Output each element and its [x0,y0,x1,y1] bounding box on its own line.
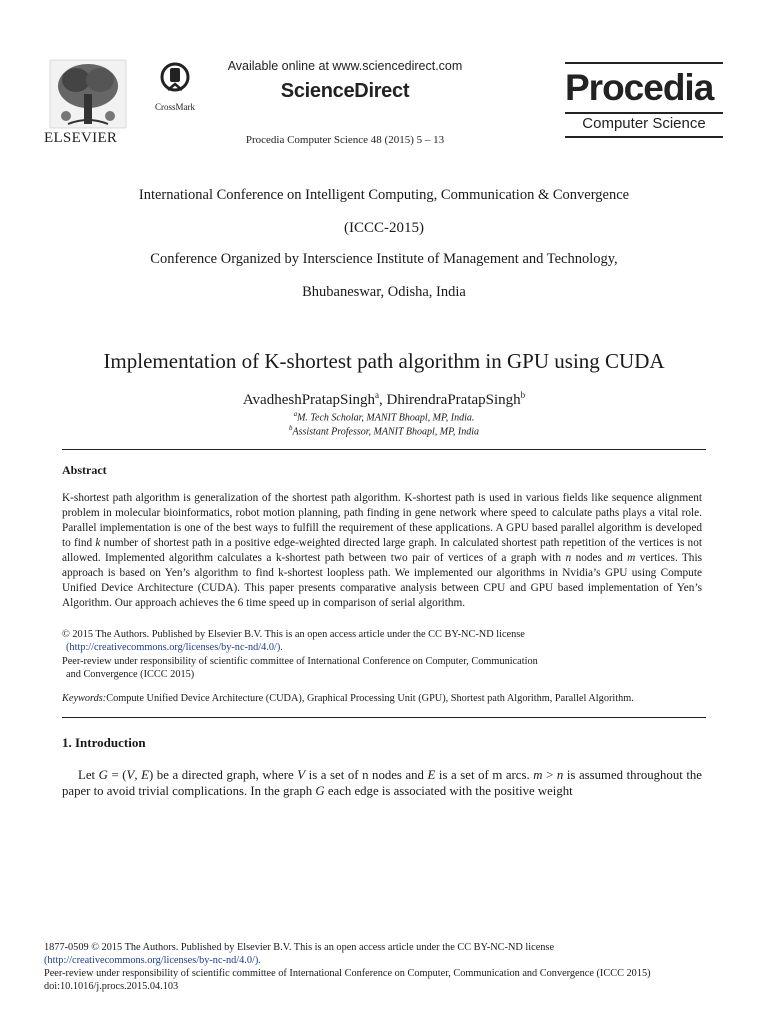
footer-license-link[interactable]: (http://creativecommons.org/licenses/by-nc-nd/4.0/). [44,955,261,966]
conference-location: Bhubaneswar, Odisha, India [302,284,466,300]
affiliation-a [0,410,768,423]
affiliation-b [0,424,768,437]
introduction-paragraph [62,767,702,799]
procedia-title: Procedia [565,67,714,108]
intro-text: each edge is associated with the positive weight [324,784,573,798]
abstract-bottom-rule [62,717,706,718]
license-text: © 2015 The Authors. Published by Elsevier B.V. This is an open access article under the CC BY-NC-ND license [62,629,525,640]
publisher-wordmark: ELSEVIER [44,130,118,146]
author-b-mark: b [520,390,526,400]
intro-var: V [297,768,306,782]
intro-text: = ( [107,768,127,782]
intro-var: E [427,768,436,782]
abstract-license [62,628,702,654]
abstract-top-rule [62,449,706,450]
author-b: DhirendraPratapSingh [386,392,521,408]
author-a-mark: a [375,390,380,400]
abstract-text-4: vertices. This approach is based on Yen’s algorithm to find k-shortest loopless path. We implemented our algorithms in Nvidia’s GPU using Compute Unified Device Architecture (CUDA). This paper presents comparative analysis between CPU and GPU based implementation of Yen’s Algorithm. Our approach achieves the 6 time speed up in comparison of serial algorithm. [62,552,702,609]
intro-var: V [126,768,135,782]
abstract-text-1: K-shortest path algorithm is generalization of the shortest path algorithm. K-shortest path is used in various fields like sequence alignment problem in molecular bioinformatics, robot motion planning, path finding in gene network where speed to calculate paths plays a vital role. Parallel implementation is one of the best ways to fulfill the requirement of these applications. A GPU based parallel algorithm is developed to find [62,492,702,549]
journal-citation: Procedia Computer Science 48 (2015) 5 – 13 [245,134,445,146]
paper-title: Implementation of K-shortest path algorithm in GPU using CUDA [103,349,665,373]
intro-var: G [98,768,108,782]
procedia-rule-middle [565,112,723,114]
abstract-heading: Abstract [62,463,107,477]
author-a: AvadheshPratapSingh [242,392,376,408]
footer-doi[interactable]: doi:10.1016/j.procs.2015.04.103 [44,981,179,992]
author-separator: , [379,392,387,408]
conference-name: International Conference on Intelligent Computing, Communication & Convergence [138,187,630,203]
intro-var: m [533,768,543,782]
crossmark-label: CrossMark [155,102,195,112]
peer-review-line-1: Peer-review under responsibility of scientific committee of International Conference on Computer, Communication [62,656,538,667]
abstract-text-3: nodes and [571,552,628,564]
intro-text: is a set of m arcs. [435,768,534,782]
intro-var: E [141,768,149,782]
license-link[interactable]: (http://creativecommons.org/licenses/by-nc-nd/4.0/). [66,642,283,653]
procedia-rule-top [565,62,723,64]
affiliation-a-text: M. Tech Scholar, MANIT Bhoapl, MP, India. [297,412,475,424]
procedia-logo [565,62,723,138]
procedia-subtitle: Computer Science [582,115,706,132]
affiliation-a-mark: a [293,410,298,418]
abstract-peer-review [62,655,702,681]
intro-var: G [315,784,325,798]
conference-organizer: Conference Organized by Interscience Institute of Management and Technology, [150,251,618,267]
affiliation-b-text: Assistant Professor, MANIT Bhoapl, MP, India [292,426,479,438]
abstract-body [62,491,702,611]
peer-review-line-2: and Convergence (ICCC 2015) [66,669,195,680]
footer-issn-license: 1877-0509 © 2015 The Authors. Published by Elsevier B.V. This is an open access article under the CC BY-NC-ND license [44,942,555,953]
procedia-rule-bottom [565,136,723,138]
author-list [0,390,768,409]
page-footer [44,941,724,993]
keywords [62,692,722,705]
intro-text: , [134,768,142,782]
intro-text: is a set of n nodes and [305,768,428,782]
abstract-var-k: k [95,537,101,549]
affiliation-b-mark: b [289,424,293,432]
crossmark-icon [160,62,190,96]
intro-text: > [542,768,557,782]
intro-var: n [556,768,564,782]
intro-text: Let [78,768,99,782]
section-heading-introduction: 1. Introduction [62,735,146,750]
available-online-text: Available online at www.sciencedirect.com [227,59,463,73]
intro-text: ) be a directed graph, where [148,768,298,782]
footer-peer-review: Peer-review under responsibility of scientific committee of International Conference on Computer, Communication and Convergence (ICCC 2015) [44,968,651,979]
abstract-var-n: n [565,552,572,564]
conference-acronym: (ICCC-2015) [344,220,424,236]
crossmark-badge[interactable] [150,62,200,112]
keywords-label: Keywords: [62,693,107,704]
intro-text: is assumed throughout the paper to avoid trivial complications. In the graph [62,768,702,798]
abstract-text-2: number of shortest path in a positive edge-weighted directed large graph. In calculated shortest path repetition of the vertices is not allowed. Implemented algorithm calculates a k-shortest path between two pair of vertices of a graph with [62,537,702,564]
keywords-list: Compute Unified Device Architecture (CUDA), Graphical Processing Unit (GPU), Shortest path Algorithm, Parallel Algorithm. [106,693,634,704]
abstract-var-m: m [627,552,636,564]
sciencedirect-wordmark: ScienceDirect [280,80,410,102]
